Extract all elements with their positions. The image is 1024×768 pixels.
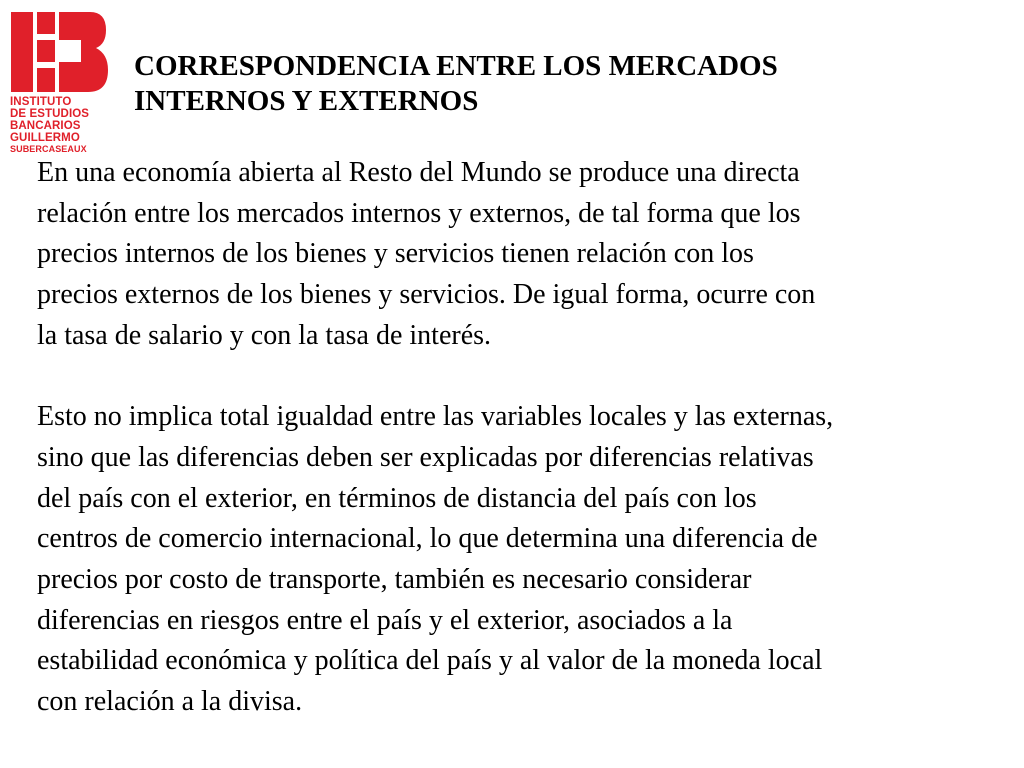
text-line: del país con el exterior, en términos de distancia del país con los [37, 482, 757, 514]
text-line: En una economía abierta al Resto del Mundo se produce una directa [37, 157, 800, 188]
logo-mark-icon [8, 10, 110, 94]
logo-line: DE ESTUDIOS [10, 108, 90, 120]
logo-line: SUBERCASEAUX [10, 144, 87, 154]
logo-text [10, 96, 106, 154]
text-line: sino que las diferencias deben ser explicadas por diferencias relativas [37, 441, 814, 473]
body-text [37, 153, 1012, 723]
title-line: INTERNOS Y EXTERNOS [134, 85, 479, 117]
logo-line: GUILLERMO [10, 132, 80, 144]
logo-line: BANCARIOS [10, 120, 81, 132]
paragraph-2 [37, 397, 1012, 723]
title-line: CORRESPONDENCIA ENTRE LOS MERCADOS [134, 50, 778, 82]
text-line: estabilidad económica y política del país y al valor de la moneda local [37, 645, 823, 677]
paragraph-gap [37, 357, 1012, 398]
institute-logo [8, 10, 110, 162]
page-title [134, 49, 994, 119]
text-line: precios externos de los bienes y servicios. De igual forma, ocurre con [37, 279, 816, 311]
text-line: centros de comercio internacional, lo que determina una diferencia de [37, 523, 818, 555]
logo-line: INSTITUTO [10, 96, 72, 108]
text-line: Esto no implica total igualdad entre las variables locales y las externas, [37, 401, 834, 433]
text-line: precios internos de los bienes y servicios tienen relación con los [37, 238, 754, 270]
text-line: con relación a la divisa. [37, 686, 303, 718]
paragraph-1 [37, 153, 1012, 357]
text-line: la tasa de salario y con la tasa de interés. [37, 319, 492, 351]
text-line: relación entre los mercados internos y externos, de tal forma que los [37, 197, 801, 229]
text-line: precios por costo de transporte, también es necesario considerar [37, 564, 752, 596]
text-line: diferencias en riesgos entre el país y el exterior, asociados a la [37, 604, 733, 636]
